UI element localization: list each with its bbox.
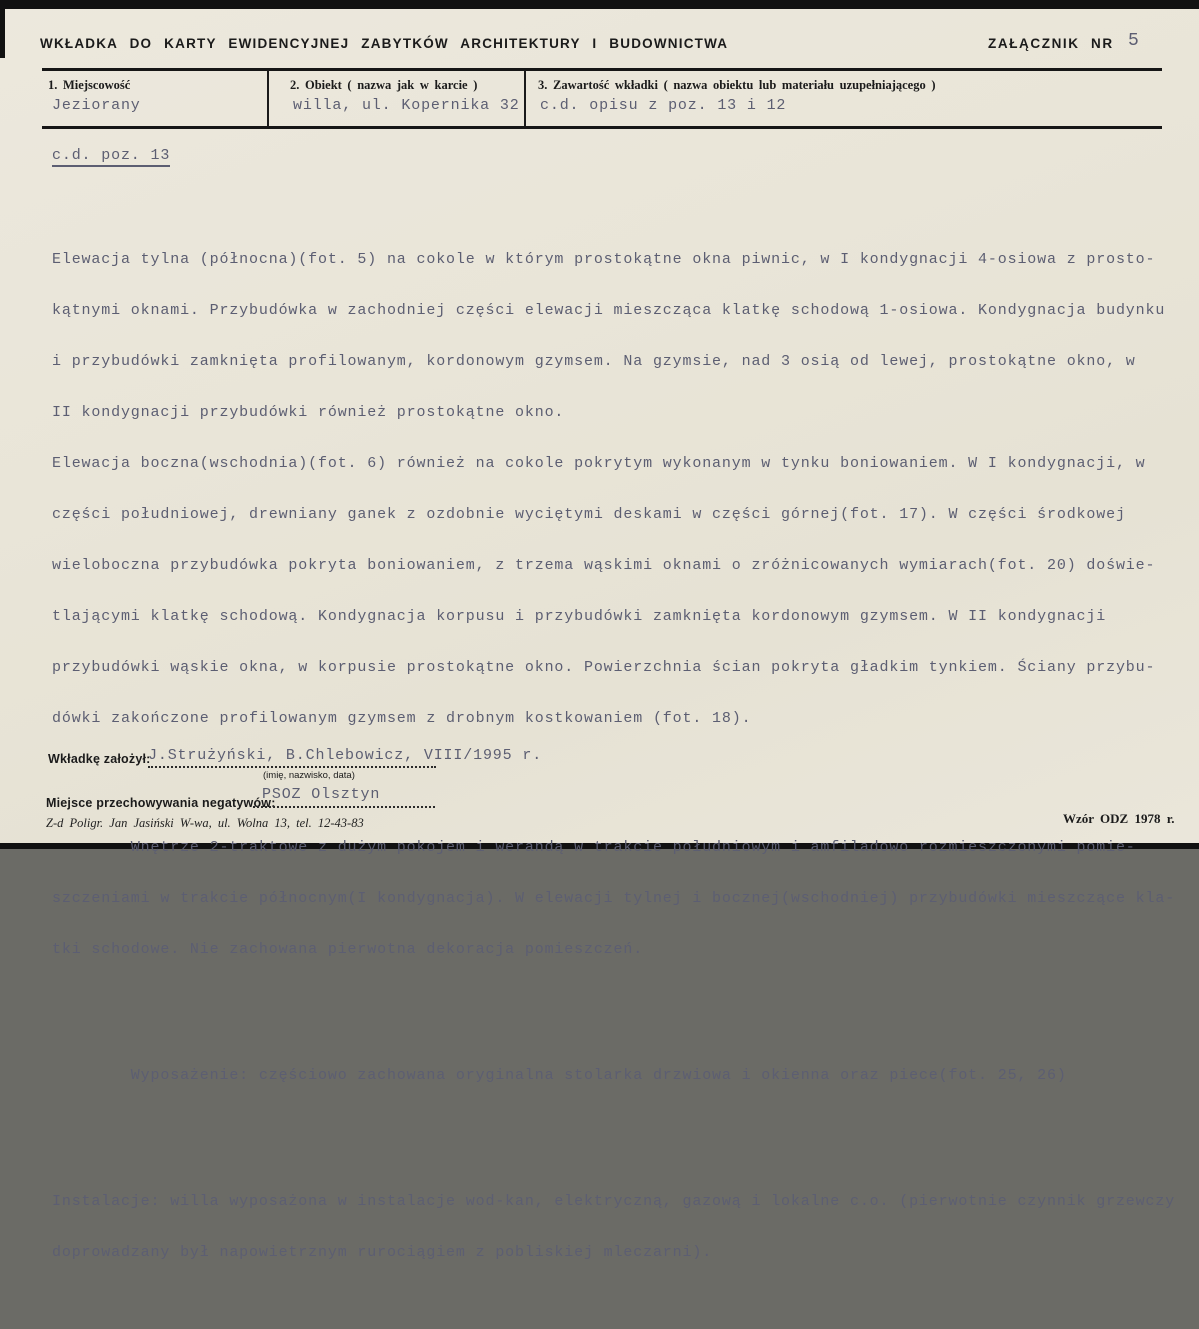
table-top-rule: [42, 68, 1162, 71]
typewritten-line: II kondygnacji przybudówki również prostokątne okno.: [52, 404, 565, 421]
typewritten-line: części południowej, drewniany ganek z ozdobnie wyciętymi deskami w części górnej(fot. 17). W części środkowej: [52, 506, 1126, 523]
attachment-label: ZAŁĄCZNIK NR: [988, 36, 1114, 51]
typewritten-line: tlającymi klatkę schodową. Kondygnacja korpusu i przybudówki zamknięta kordonowym gzymsem. W II kondygnacji: [52, 608, 1107, 625]
field-value-contents: c.d. opisu z poz. 13 i 12: [540, 97, 787, 114]
paragraph-furnishings: [52, 1033, 1199, 1118]
typewritten-line: kątnymi oknami. Przybudówka w zachodniej części elewacji mieszcząca klatkę schodową 1-osiowa. Kondygnacja budynku: [52, 302, 1166, 319]
table-divider-2: [524, 70, 526, 126]
typewritten-line: tki schodowe. Nie zachowana pierwotna dekoracja pomieszczeń.: [52, 941, 644, 958]
typewritten-line: Instalacje: willa wyposażona w instalacje wod-kan, elektryczną, gazową i lokalne c.o. (pierwotnie czynnik grzewczy: [52, 1193, 1176, 1210]
typewritten-line: Elewacja tylna (północna)(fot. 5) na cokole w którym prostokątne okna piwnic, w I kondygnacji 4-osiowa z prosto-: [52, 251, 1156, 268]
field-label-locality: 1. Miejscowość: [48, 78, 131, 92]
field-label-object: 2. Obiekt ( nazwa jak w karcie ): [290, 78, 478, 92]
table-bottom-rule: [42, 126, 1162, 129]
document-title: WKŁADKA DO KARTY EWIDENCYJNEJ ZABYTKÓW ARCHITEKTURY I BUDOWNICTWA: [40, 36, 729, 51]
typewritten-line: Wyposażenie: częściowo zachowana oryginalna stolarka drzwiowa i okienna oraz piece(fot. 25, 26): [52, 1067, 1067, 1084]
negatives-value: PSOZ Olsztyn: [262, 786, 381, 803]
field-value-locality: Jeziorany: [52, 97, 141, 114]
typewritten-line: szczeniami w trakcie północnym(I kondygnacja). W elewacji tylnej i bocznej(wschodniej) przybudówki mieszczące kla-: [52, 890, 1176, 907]
field-label-contents: 3. Zawartość wkładki ( nazwa obiektu lub materiału uzupełniającego ): [538, 78, 936, 92]
field-value-object: willa, ul. Kopernika 32: [293, 97, 520, 114]
paragraph-interior: [52, 805, 1199, 992]
template-note: Wzór ODZ 1978 r.: [1063, 811, 1175, 826]
typewritten-line: doprowadzany był napowietrznym rurociągiem z pobliskiej mleczarni).: [52, 1244, 713, 1261]
typewritten-line: wieloboczna przybudówka pokryta boniowaniem, z trzema wąskimi oknami o zróżnicowanych wymiarach(fot. 20) doświe-: [52, 557, 1156, 574]
founder-caption: (imię, nazwisko, data): [263, 770, 355, 781]
typewritten-line: Elewacja boczna(wschodnia)(fot. 6) również na cokole pokrytym wykonanym w tynku boniowaniem. W I kondygnacji, w: [52, 455, 1146, 472]
founder-label: Wkładkę założył:: [48, 752, 151, 766]
scan-edge-top: [0, 0, 1199, 9]
paragraph-elevations: [52, 217, 1199, 761]
negatives-dotted-line: [253, 806, 435, 808]
negatives-label: Miejsce przechowywania negatywów:: [46, 796, 276, 810]
scan-edge-left: [0, 0, 5, 58]
founder-value: J.Strużyński, B.Chlebowicz, VIII/1995 r.: [148, 747, 543, 764]
attachment-number: 5: [1128, 31, 1140, 51]
typewritten-line: przybudówki wąskie okna, w korpusie prostokątne okno. Powierzchnia ścian pokryta gładkim tynkiem. Ściany przybu-: [52, 659, 1156, 676]
founder-dotted-line: [148, 766, 436, 768]
typewritten-line: Wnętrze 2-traktowe z dużym pokojem i werandą w trakcie południowym i amfiladowo rozmieszczonymi pomie-: [52, 839, 1136, 856]
paragraph-installations: [52, 1159, 1199, 1295]
typewritten-line: dówki zakończone profilowanym gzymsem z drobnym kostkowaniem (fot. 18).: [52, 710, 752, 727]
typewritten-line: i przybudówki zamknięta profilowanym, kordonowym gzymsem. Na gzymsie, nad 3 osią od lewej, prostokątne okno, w: [52, 353, 1136, 370]
table-divider-1: [267, 70, 269, 126]
printer-imprint: Z-d Poligr. Jan Jasiński W-wa, ul. Wolna 13, tel. 12-43-83: [46, 816, 364, 830]
section-heading: c.d. poz. 13: [52, 147, 170, 167]
